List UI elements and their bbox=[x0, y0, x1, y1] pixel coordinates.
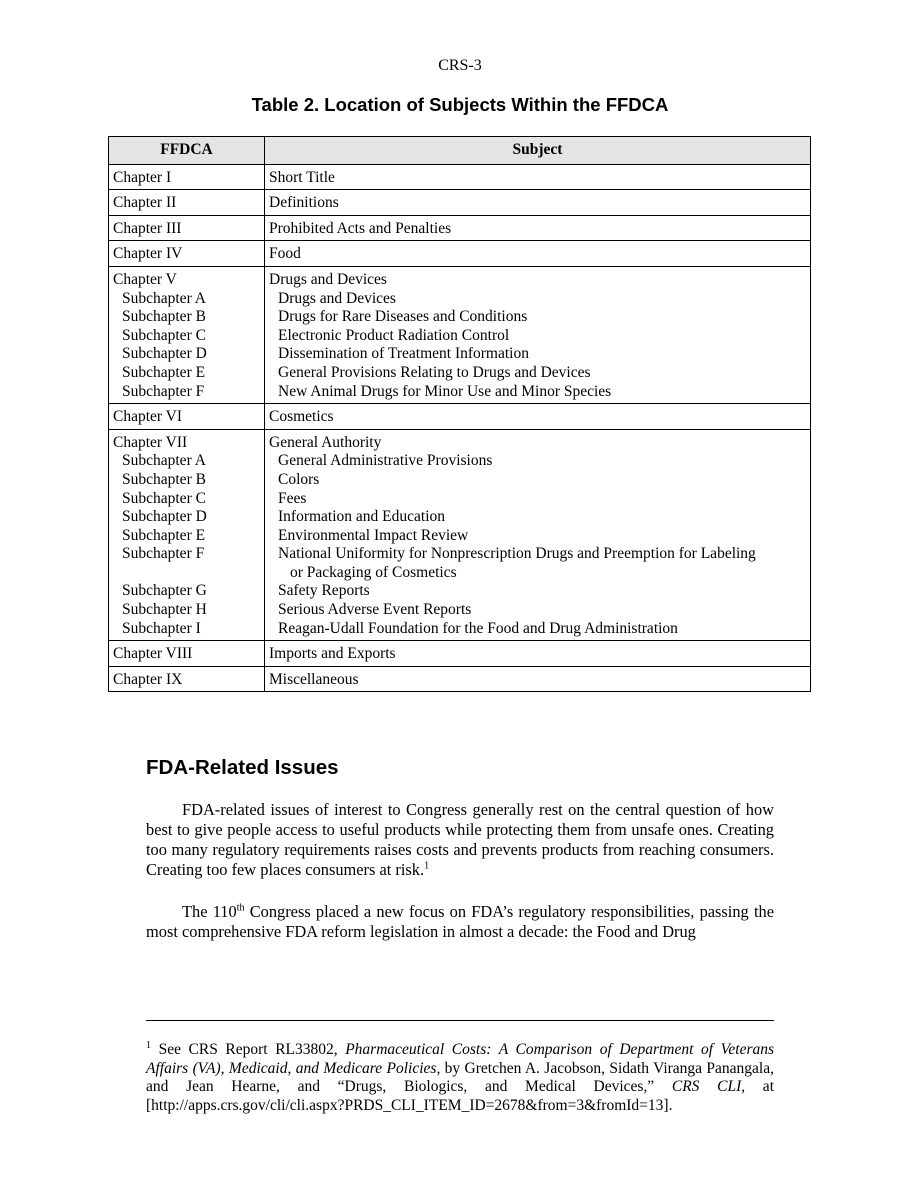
table-row bbox=[109, 215, 811, 241]
subject-cell: Cosmetics bbox=[265, 404, 811, 430]
body-paragraph bbox=[146, 800, 774, 880]
subchapter-label: Subchapter D bbox=[122, 508, 207, 526]
footnote-marker: 1 bbox=[146, 1039, 151, 1051]
subject-cell: Imports and Exports bbox=[265, 641, 811, 667]
subchapter-label: Subchapter H bbox=[122, 601, 207, 619]
subchapter-label: Subchapter D bbox=[122, 345, 207, 363]
chapter-label: Chapter VII bbox=[113, 433, 188, 451]
subchapter-subject: Drugs and Devices bbox=[278, 289, 396, 307]
footnote bbox=[146, 1041, 774, 1115]
section-heading: FDA-Related Issues bbox=[146, 756, 339, 779]
subject-cell bbox=[265, 429, 811, 641]
footnote-text: See CRS Report RL33802, bbox=[151, 1041, 346, 1058]
chapter-cell: Chapter IX bbox=[109, 666, 265, 692]
footnote-report-title: Pharmaceutical Costs: A Comparison of Department of Veterans Affairs (VA), Medicaid, and Medicare Policies bbox=[146, 1041, 775, 1077]
footnote-reference: 1 bbox=[424, 860, 430, 872]
subject-cell: Definitions bbox=[265, 190, 811, 216]
footnote-separator bbox=[146, 1020, 774, 1021]
subchapter-label: Subchapter A bbox=[122, 289, 206, 307]
subchapter-label: Subchapter A bbox=[122, 452, 206, 470]
subchapter-label: Subchapter B bbox=[122, 308, 206, 326]
subchapter-subject: Reagan-Udall Foundation for the Food and Drug Administration bbox=[278, 619, 678, 637]
subchapter-label: Subchapter F bbox=[122, 545, 205, 563]
table-row bbox=[109, 641, 811, 667]
table-row bbox=[109, 266, 811, 403]
subchapter-label: Subchapter G bbox=[122, 582, 207, 600]
chapter-cell: Chapter I bbox=[109, 164, 265, 190]
chapter-label: Chapter V bbox=[113, 270, 177, 288]
subject-cell: Miscellaneous bbox=[265, 666, 811, 692]
footnote-text: , by Gretchen A. Jacobson, Sidath Viranga Panangala, and Jean Hearne, and “Drugs, Biologics, and Medical Devices,” bbox=[146, 1059, 774, 1095]
table-row bbox=[109, 666, 811, 692]
paragraph-text: Congress placed a new focus on FDA’s regulatory responsibilities, passing the most comprehensive FDA reform legislation in almost a decade: the Food and Drug bbox=[146, 902, 774, 941]
footnote-source-title: CRS CLI bbox=[671, 1078, 742, 1095]
chapter-cell: Chapter VI bbox=[109, 404, 265, 430]
paragraph-text: The 110 bbox=[182, 902, 237, 921]
chapter-subject: Drugs and Devices bbox=[269, 270, 387, 288]
subchapter-subject: General Provisions Relating to Drugs and Devices bbox=[278, 363, 591, 381]
table-row bbox=[109, 164, 811, 190]
subject-cell bbox=[265, 266, 811, 403]
body-paragraph bbox=[146, 902, 774, 942]
subchapter-label: Subchapter F bbox=[122, 382, 205, 400]
subchapter-subject: General Administrative Provisions bbox=[278, 452, 493, 470]
chapter-cell: Chapter VIII bbox=[109, 641, 265, 667]
subchapter-subject: Drugs for Rare Diseases and Conditions bbox=[278, 308, 528, 326]
subchapter-subject: Dissemination of Treatment Information bbox=[278, 345, 529, 363]
page-number: CRS-3 bbox=[438, 57, 482, 74]
subchapter-label: Subchapter B bbox=[122, 470, 206, 488]
table-title: Table 2. Location of Subjects Within the FFDCA bbox=[251, 94, 669, 115]
chapter-subject: General Authority bbox=[269, 433, 382, 451]
table-row bbox=[109, 190, 811, 216]
ffdca-subjects-table bbox=[108, 136, 811, 692]
table-row bbox=[109, 404, 811, 430]
footnote-text: , at [http://apps.crs.gov/cli/cli.aspx?PRDS_CLI_ITEM_ID=2678&from=3&fromId=13]. bbox=[146, 1078, 774, 1114]
subchapter-subject: Information and Education bbox=[278, 508, 446, 526]
ordinal-suffix: th bbox=[236, 902, 245, 914]
table-header-row bbox=[109, 137, 811, 165]
subchapter-subject: Electronic Product Radiation Control bbox=[278, 326, 510, 344]
subchapter-subject: Serious Adverse Event Reports bbox=[278, 601, 472, 619]
chapter-cell: Chapter III bbox=[109, 215, 265, 241]
subchapter-label: Subchapter C bbox=[122, 326, 206, 344]
subchapter-subject: Fees bbox=[278, 489, 307, 507]
subchapter-subject: Colors bbox=[278, 470, 320, 488]
header-ffdca: FFDCA bbox=[109, 137, 265, 165]
subchapter-subject: New Animal Drugs for Minor Use and Minor Species bbox=[278, 382, 612, 400]
subchapter-subject: Environmental Impact Review bbox=[278, 526, 469, 544]
subject-cell: Food bbox=[265, 241, 811, 267]
paragraph-text: FDA-related issues of interest to Congress generally rest on the central question of how best to give people access to useful products while protecting them from unsafe ones. Creating too many regulatory requirements raises costs and prevents products from reaching consumers. Creating too few places consumers at risk. bbox=[146, 800, 774, 879]
subchapter-label: Subchapter E bbox=[122, 526, 206, 544]
subject-cell: Short Title bbox=[265, 164, 811, 190]
chapter-cell bbox=[109, 429, 265, 641]
chapter-cell: Chapter II bbox=[109, 190, 265, 216]
chapter-cell bbox=[109, 266, 265, 403]
subchapter-label-spacer bbox=[113, 564, 260, 583]
chapter-cell: Chapter IV bbox=[109, 241, 265, 267]
subchapter-subject-continuation: or Packaging of Cosmetics bbox=[290, 563, 457, 581]
subchapter-label: Subchapter C bbox=[122, 489, 206, 507]
table-row bbox=[109, 429, 811, 641]
subject-cell: Prohibited Acts and Penalties bbox=[265, 215, 811, 241]
table-row bbox=[109, 241, 811, 267]
subchapter-subject: Safety Reports bbox=[278, 582, 370, 600]
subchapter-label: Subchapter I bbox=[122, 619, 201, 637]
subchapter-label: Subchapter E bbox=[122, 363, 206, 381]
subchapter-subject: National Uniformity for Nonprescription Drugs and Preemption for Labeling bbox=[278, 545, 756, 563]
header-subject: Subject bbox=[265, 137, 811, 165]
